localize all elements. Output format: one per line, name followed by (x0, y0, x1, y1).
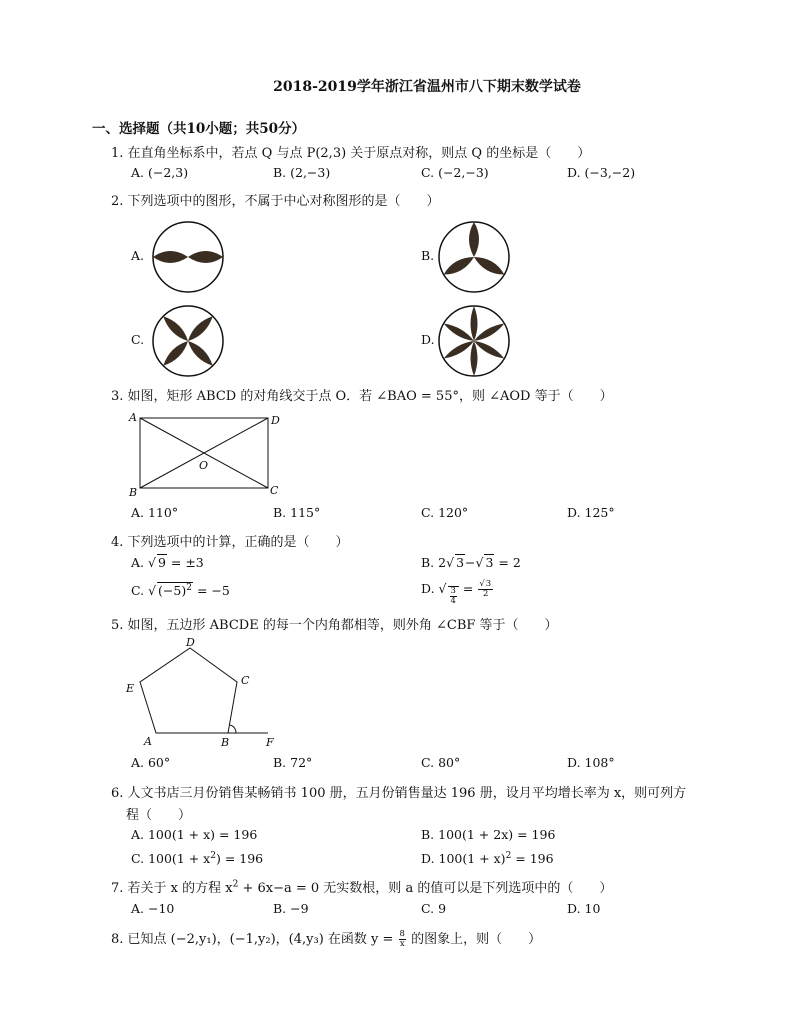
label-c: C (270, 484, 279, 497)
label-a: A (144, 735, 152, 748)
q3-option-a: A. 110° (131, 505, 179, 520)
q5-option-a: A. 60° (131, 755, 171, 770)
question-6-stem-line1: 6. 人文书店三月份销售某畅销书 100 册，五月份销售量达 196 册，设月平均增长率为 x，则可列方 (111, 786, 687, 801)
q4-option-d: D. √ $\frac{3}{4}$ = $\frac{√3}{2}$ (421, 579, 492, 606)
figure-d-six-petals (436, 303, 512, 379)
q3-option-b: B. 115° (273, 505, 321, 520)
q2-option-b: B. (421, 248, 435, 263)
figure-a-two-petals (150, 219, 226, 295)
q2-option-d: D. (421, 332, 435, 347)
label-e: E (126, 682, 135, 695)
q6-option-a: A. 100(1 + x) = 196 (131, 827, 258, 842)
label-d: D (271, 414, 280, 427)
q4-option-b: B. 2√ 3−√ 3 = 2 (421, 555, 521, 570)
label-b: B (129, 486, 138, 499)
question-1-stem: 1. 在直角坐标系中，若点 Q 与点 P(2,3) 关于原点对称，则点 Q 的坐标是（ ） (111, 146, 591, 161)
page-title: 2018-2019学年浙江省温州市八下期末数学试卷 (273, 79, 581, 95)
q5-option-c: C. 80° (421, 755, 461, 770)
label-a: A (129, 411, 137, 424)
question-7-stem: 7. 若关于 x 的方程 $x^2 + 6x-a = 0$ 无实数根，则 a 的值可以是下列选项中的（ ） (111, 879, 613, 896)
q1-option-a: A. (−2,3) (131, 165, 189, 180)
section-heading: 一、选择题（共10小题；共50分） (92, 121, 306, 137)
pentagon-abcde-figure (120, 636, 290, 751)
question-2-stem: 2. 下列选项中的图形，不属于中心对称图形的是（ ） (111, 194, 440, 209)
label-o: O (199, 459, 209, 472)
q7-option-d: D. 10 (567, 901, 601, 916)
figure-b-three-petals (436, 219, 512, 295)
label-f: F (266, 736, 274, 749)
q7-option-a: A. −10 (131, 901, 175, 916)
q5-option-d: D. 108° (567, 755, 615, 770)
q6-option-d: D. $100(1 + x)^2 = 196$ (421, 851, 554, 867)
q7-option-c: C. 9 (421, 901, 447, 916)
question-5-stem: 5. 如图，五边形 ABCDE 的每一个内角都相等，则外角 ∠CBF 等于（ ） (111, 618, 558, 633)
q7-option-b: B. −9 (273, 901, 309, 916)
q1-option-c: C. (−2,−3) (421, 165, 489, 180)
rectangle-abcd-figure (126, 410, 286, 500)
q4-option-c: C. √ $(-5)^2 = -5$ (131, 583, 230, 599)
question-8-stem: 8. 已知点 (−2,y₁)，(−1,y₂)，(4,y₃) 在函数 y = $\frac{8}{x}$ 的图象上，则（ ） (111, 929, 542, 949)
question-3-stem: 3. 如图，矩形 ABCD 的对角线交于点 O．若 ∠BAO = 55°，则 ∠AOD 等于（ ） (111, 389, 613, 404)
q2-option-c: C. (131, 332, 145, 347)
question-4-stem: 4. 下列选项中的计算，正确的是（ ） (111, 535, 349, 550)
q6-option-b: B. 100(1 + 2x) = 196 (421, 827, 556, 842)
q5-option-b: B. 72° (273, 755, 313, 770)
q1-option-b: B. (2,−3) (273, 165, 331, 180)
question-6-stem-line2: 程（ ） (126, 808, 192, 823)
label-b: B (221, 736, 230, 749)
q3-option-d: D. 125° (567, 505, 615, 520)
q6-option-c: C. $100(1 + x^2) = 196$ (131, 851, 264, 867)
label-c: C (241, 674, 250, 687)
figure-c-four-petals (150, 303, 226, 379)
q4-option-a: A. √ 9 = ±3 (131, 555, 204, 570)
q1-option-d: D. (−3,−2) (567, 165, 636, 180)
label-d: D (186, 636, 195, 649)
q2-option-a: A. (131, 248, 145, 263)
q3-option-c: C. 120° (421, 505, 469, 520)
